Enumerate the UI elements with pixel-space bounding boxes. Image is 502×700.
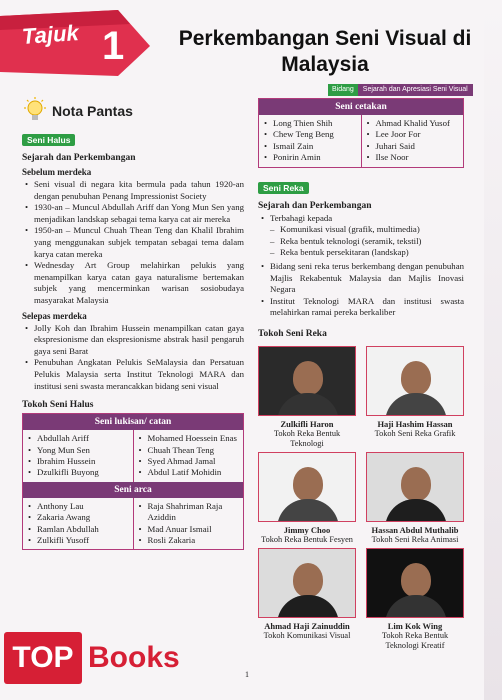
person-card bbox=[366, 452, 464, 545]
person-name: Ahmad Haji Zainuddin bbox=[264, 621, 350, 631]
person-name: Zulkifli Haron bbox=[280, 419, 334, 429]
list-item: • Jolly Koh dan Ibrahim Hussein menampilkan catan gaya ekspresionisme dan ekspresionisme abstrak hasil pengaruh gaya seni Barat bbox=[22, 323, 244, 358]
table-column bbox=[259, 115, 361, 167]
bidang-label: Bidang bbox=[328, 84, 358, 96]
sebelum-merdeka-list bbox=[22, 179, 244, 307]
left-column bbox=[22, 96, 244, 550]
person-role: Tokoh Komunikasi Visual bbox=[263, 631, 351, 640]
list-item: – Reka bentuk persekitaran (landskap) bbox=[258, 247, 464, 259]
person-name: Jimmy Choo bbox=[283, 525, 331, 535]
list-item: • 1930-an – Muncul Abdullah Ariff dan Yong Mun Sen yang menjadikan landskap sebagai tema karya cat air mereka bbox=[22, 202, 244, 225]
seni-reka-sublist bbox=[258, 224, 464, 259]
person-card bbox=[258, 346, 356, 449]
table-header: Seni arca bbox=[23, 482, 243, 498]
list-item: • Zakaria Awang bbox=[27, 512, 131, 523]
logo-books-text: Books bbox=[88, 641, 180, 674]
person-photo bbox=[366, 452, 464, 522]
table-column bbox=[361, 115, 464, 167]
page-title: Perkembangan Seni Visual di Malaysia bbox=[178, 27, 472, 76]
table-column bbox=[23, 498, 133, 550]
list-item: • Ilse Noor bbox=[366, 152, 462, 163]
selepas-merdeka-heading: Selepas merdeka bbox=[22, 310, 87, 321]
list-item: • Seni visual di negara kita bermula pada tahun 1920-an dengan penubuhan Penang Impressionist Society bbox=[22, 179, 244, 202]
person-name: Lim Kok Wing bbox=[387, 621, 443, 631]
list-item: – Reka bentuk teknologi (seramik, tekstil) bbox=[258, 236, 464, 248]
logo-top-text: TOP bbox=[4, 632, 82, 684]
list-item: • Ahmad Khalid Yusof bbox=[366, 118, 462, 129]
nota-pantas-title: Nota Pantas bbox=[52, 103, 133, 119]
list-item: • Abdullah Ariff bbox=[27, 433, 131, 444]
selepas-merdeka-list bbox=[22, 323, 244, 393]
seni-cetakan-table bbox=[258, 98, 464, 168]
list-item: • Chuah Thean Teng bbox=[138, 445, 242, 456]
person-photo bbox=[258, 452, 356, 522]
list-item: • Mad Anuar Ismail bbox=[138, 524, 242, 535]
person-role: Tokoh Seni Reka Animasi bbox=[371, 535, 459, 544]
tajuk-label: Tajuk bbox=[21, 20, 80, 49]
list-item: • Zulkifli Yusoff bbox=[27, 535, 131, 546]
person-role: Tokoh Reka Bentuk Fesyen bbox=[261, 535, 353, 544]
tokoh-seni-halus-heading: Tokoh Seni Halus bbox=[22, 400, 94, 411]
seni-halus-badge: Seni Halus bbox=[22, 134, 75, 146]
list-item: • Chew Teng Beng bbox=[263, 129, 359, 140]
chapter-banner bbox=[0, 0, 502, 92]
list-item: • Ibrahim Hussein bbox=[27, 456, 131, 467]
bidang-tag bbox=[328, 84, 473, 96]
list-item: • Penubuhan Angkatan Pelukis SeMalaysia dan Persatuan Pelukis Malaysia serta Institut Teknologi MARA dan institusi seni swasta merancakkan bidang seni visual bbox=[22, 357, 244, 392]
table-column bbox=[133, 430, 244, 482]
list-item: • Terbahagi kepada bbox=[258, 213, 464, 225]
topbooks-logo bbox=[4, 632, 182, 684]
tajuk-number: 1 bbox=[102, 24, 125, 68]
right-column bbox=[258, 96, 464, 339]
list-item: • Ramlan Abdullah bbox=[27, 524, 131, 535]
table-header: Seni lukisan/ catan bbox=[23, 414, 243, 430]
list-item: • Lee Joor For bbox=[366, 129, 462, 140]
person-role: Tokoh Reka Bentuk Teknologi bbox=[273, 429, 341, 448]
nota-pantas-header bbox=[22, 96, 244, 126]
list-item: • Institut Teknologi MARA dan institusi swasta melahirkan ramai pereka berkaliber bbox=[258, 296, 464, 319]
person-photo bbox=[258, 346, 356, 416]
person-card bbox=[258, 452, 356, 545]
lightbulb-icon bbox=[22, 97, 48, 125]
tokoh-seni-reka-heading: Tokoh Seni Reka bbox=[258, 328, 327, 339]
person-card bbox=[366, 548, 464, 651]
table-column bbox=[23, 430, 133, 482]
bidang-value: Sejarah dan Apresiasi Seni Visual bbox=[358, 84, 473, 96]
seni-lukisan-table bbox=[22, 413, 244, 550]
list-item: • Abdul Latif Mohidin bbox=[138, 467, 242, 478]
list-item: • Ponirin Amin bbox=[263, 152, 359, 163]
person-name: Haji Hashim Hassan bbox=[377, 419, 453, 429]
seni-reka-list-2 bbox=[258, 261, 464, 319]
list-item: • Dzulkifli Buyong bbox=[27, 467, 131, 478]
list-item: • Ismail Zain bbox=[263, 141, 359, 152]
list-item: • Mohamed Hoessein Enas bbox=[138, 433, 242, 444]
table-column bbox=[133, 498, 244, 550]
seni-reka-badge: Seni Reka bbox=[258, 182, 309, 194]
page-number: 1 bbox=[245, 670, 249, 679]
sejarah-heading: Sejarah dan Perkembangan bbox=[258, 200, 372, 211]
page-edge-strip bbox=[484, 0, 502, 700]
list-item: • Wednesday Art Group melahirkan pelukis yang menampilkan karya catan gaya naturalisme bertemakan subjek yang mencerminkan warisan sosiobudaya masyarakat Malaysia bbox=[22, 260, 244, 306]
person-photo bbox=[366, 548, 464, 618]
person-photo bbox=[258, 548, 356, 618]
list-item: • Rosli Zakaria bbox=[138, 535, 242, 546]
person-photo bbox=[366, 346, 464, 416]
person-card bbox=[258, 548, 356, 641]
list-item: • Syed Ahmad Jamal bbox=[138, 456, 242, 467]
list-item: • Anthony Lau bbox=[27, 501, 131, 512]
list-item: • Bidang seni reka terus berkembang dengan penubuhan Majlis Rekabentuk Malaysia dan Majlis Inovasi Negara bbox=[258, 261, 464, 296]
person-role: Tokoh Reka Bentuk Teknologi Kreatif bbox=[381, 631, 449, 650]
list-item: • 1950-an – Muncul Chuah Thean Teng dan Khalil Ibrahim yang menggunakan subjek tempatan sebagai tema dalam karya catan mereka bbox=[22, 225, 244, 260]
seni-reka-list bbox=[258, 213, 464, 225]
sebelum-merdeka-heading: Sebelum merdeka bbox=[22, 167, 92, 177]
list-item: – Komunikasi visual (grafik, multimedia) bbox=[258, 224, 464, 236]
person-card bbox=[366, 346, 464, 439]
person-role: Tokoh Seni Reka Grafik bbox=[374, 429, 456, 438]
list-item: • Yong Mun Sen bbox=[27, 445, 131, 456]
list-item: • Raja Shahriman Raja Aziddin bbox=[138, 501, 242, 524]
list-item: • Long Thien Shih bbox=[263, 118, 359, 129]
list-item: • Juhari Said bbox=[366, 141, 462, 152]
sejarah-heading: Sejarah dan Perkembangan bbox=[22, 153, 136, 163]
person-name: Hassan Abdul Muthalib bbox=[371, 525, 459, 535]
table-header: Seni cetakan bbox=[259, 99, 463, 115]
